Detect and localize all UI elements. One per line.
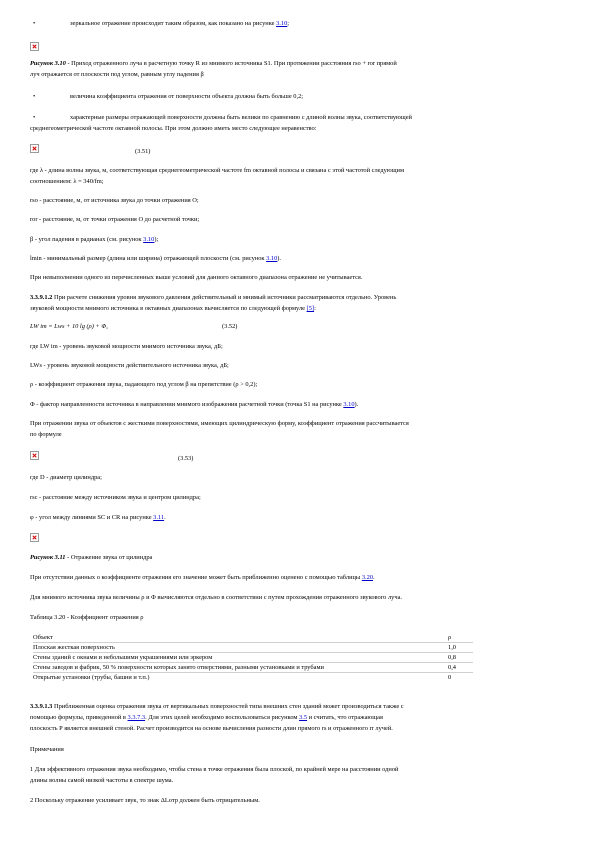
punct: ). xyxy=(277,255,282,262)
broken-image-icon xyxy=(30,42,39,51)
definition-beta xyxy=(30,236,158,244)
bullet-marker: • xyxy=(33,114,36,121)
paragraph-3-3-9-1-3-line3: плоскость Р является внешней стеной. Расчет производится на основе вычисления разности длин прямого rs и отраженного rr лучей. xyxy=(30,725,393,732)
paragraph-dimensions-line1: характерные размеры отражающей поверхности должны быть велики по сравнению с длиной волны звука, соответствующей xyxy=(70,114,412,121)
caption-text-line2: луч отражается от плоскости под углом, равным углу падения β xyxy=(30,71,204,78)
definition-lambda-line2: соотношением: λ = 340/fm; xyxy=(30,178,104,185)
definition-lwim: где LW im - уровень звуковой мощности мнимого источника звука, дБ; xyxy=(30,343,223,350)
paragraph-no-data xyxy=(30,574,375,582)
table-row xyxy=(33,644,473,654)
punct: . xyxy=(373,574,375,581)
link-figure-3-5[interactable]: 3.5 xyxy=(299,714,308,721)
equation-number-3-53: (3.53) xyxy=(178,455,194,462)
paragraph-nonfulfilment: При невыполнении одного из перечисленных выше условий для данного октавного диапазона отражение не учитывается. xyxy=(30,274,363,281)
paragraph-text: звуковой мощности мнимого источника в октавных диапазонах вычисляется по следующей формуле xyxy=(30,305,307,312)
definition-rho: ρ - коэффициент отражения звука, падающего под углом β на препятствие (ρ > 0,2); xyxy=(30,381,258,388)
definition-rsc: rsc - расстояние между источником звука и центром цилиндра; xyxy=(30,494,201,501)
paragraph-reflection-coef: величина коэффициента отражения от поверхности объекта должна быть больше 0,2; xyxy=(70,93,304,100)
paragraph-3-3-9-1-3-line2 xyxy=(30,714,383,722)
formula-3-52: LW im = Lws + 10 lg (ρ) + Φ, xyxy=(30,323,108,330)
definition-rso: rso - расстояние, м, от источника звука до точки отражения О; xyxy=(30,197,199,204)
broken-image-icon xyxy=(30,451,39,460)
table-cell: 0,4 xyxy=(448,664,456,671)
paragraph-text: помощью формулы, приведенной в xyxy=(30,714,128,721)
caption-text: - Приход отраженного луча в расчетную точку R из мнимого источника S1. При протяжении расстояния rso + ror прямой xyxy=(65,60,397,67)
table-cell: 0,8 xyxy=(448,654,456,661)
table-row xyxy=(33,664,473,674)
note-1-line2: длины волны самой низкой частоты в спектре шума. xyxy=(30,777,174,784)
section-number: 3.3.9.1.2 xyxy=(30,294,53,301)
paragraph-mirror xyxy=(70,20,289,28)
table-row xyxy=(33,654,473,664)
note-2: 2 Поскольку отражение усиливает звук, то знак ΔLотр должен быть отрицательным. xyxy=(30,797,260,804)
figure-label: Рисунок 3.11 xyxy=(30,554,66,561)
table-cell: Стены зданий с окнами и небольшими украшениями или эркером xyxy=(33,654,213,661)
link-figure-3-10[interactable]: 3.10 xyxy=(343,401,355,408)
link-table-3-20[interactable]: 3.20 xyxy=(361,574,373,581)
punct: ); xyxy=(154,236,159,243)
table-cell: Стены заводов и фабрик, 50 % поверхности которых занято отверстиями, разными установками и трубами xyxy=(33,664,324,671)
definition-text: β - угол падения в радианах (см. рисунок xyxy=(30,236,144,243)
section-number: 3.3.9.1.3 xyxy=(30,703,53,710)
reflection-table xyxy=(33,634,473,684)
definition-phi-angle xyxy=(30,514,166,522)
caption-text: - Отражение звука от цилиндра xyxy=(65,554,153,561)
link-figure-3-10[interactable]: 3.10 xyxy=(276,20,288,27)
punct: ; xyxy=(287,20,290,27)
paragraph-text: . Для этих целей необходимо воспользоваться рисунком xyxy=(145,714,300,721)
paragraph-3-3-9-1-3 xyxy=(30,703,404,711)
paragraph-text: При расчете снижения уровня звукового давления действительный и мнимый источники рассматриваются отдельно. Уровень xyxy=(52,294,397,301)
paragraph-dimensions-line2: среднегеометрической частоте октавной полосы. При этом должно иметь место следующее неравенство: xyxy=(30,125,317,132)
paragraph-text: зеркальное отражение происходит таким образом, как показано на рисунке xyxy=(70,20,277,27)
table-row xyxy=(33,674,473,684)
link-section-3-3-7-3[interactable]: 3.3.7.3 xyxy=(127,714,146,721)
table-cell: 0 xyxy=(448,674,452,681)
figure-label: Рисунок 3.10 xyxy=(30,60,66,67)
definition-d: где D - диаметр цилиндра; xyxy=(30,474,102,481)
paragraph-text: и считать, что отражающая xyxy=(307,714,383,721)
link-figure-3-10[interactable]: 3.10 xyxy=(143,236,155,243)
paragraph-text: Приближенная оценка отражения звука от вертикальных поверхностей типа внешних стен зданий может производиться также с xyxy=(52,703,404,710)
link-figure-3-11[interactable]: 3.11 xyxy=(153,514,165,521)
punct: ). xyxy=(354,401,359,408)
table-header-object: Объект xyxy=(33,634,53,641)
definition-ror: ror - расстояние, м, от точки отражения О до расчетной точки; xyxy=(30,216,200,223)
paragraph-mirror-source: Для мнимого источника звука величины ρ и Φ вычисляются отдельно в соответствии с путем прохождения отраженного звукового луча. xyxy=(30,594,403,601)
link-figure-3-10[interactable]: 3.10 xyxy=(266,255,278,262)
punct: . xyxy=(164,514,166,521)
broken-image-icon xyxy=(30,144,39,153)
figure-caption-3-10 xyxy=(30,60,397,68)
bullet-marker: • xyxy=(33,93,36,100)
figure-caption-3-11 xyxy=(30,554,152,562)
paragraph-text: При отсутствии данных о коэффициенте отражения его значение может быть приближенно оценено с помощью таблицы xyxy=(30,574,362,581)
punct: : xyxy=(314,305,316,312)
broken-image-icon xyxy=(30,533,39,542)
table-caption: Таблица 3.20 - Коэффициент отражения ρ xyxy=(30,614,144,621)
equation-number-3-51: (3.51) xyxy=(135,148,151,155)
table-cell: 1,0 xyxy=(448,644,456,651)
paragraph-3-3-9-1-2-line2 xyxy=(30,305,316,313)
definition-phi xyxy=(30,401,358,409)
table-cell: Открытые установки (трубы, башни и т.п.) xyxy=(33,674,150,681)
definition-text: Φ - фактор направленности источника в направлении мнимого изображения расчетной точки (точка S1 на рисунке xyxy=(30,401,344,408)
table-cell: Плоская жесткая поверхность xyxy=(33,644,115,651)
paragraph-cylinder-line2: по формуле xyxy=(30,431,62,438)
link-reference-5[interactable]: [5] xyxy=(306,305,315,312)
paragraph-cylinder-line1: При отражении звука от объектов с жесткими поверхностями, имеющих цилиндрическую форму, коэффициент отражения рассчитывается xyxy=(30,420,409,427)
definition-text: lmin - минимальный размер (длина или ширина) отражающей плоскости (см. рисунок xyxy=(30,255,267,262)
equation-number-3-52: (3.52) xyxy=(222,323,238,330)
table-header-rho: ρ xyxy=(448,634,452,641)
definition-lambda-line1: где λ - длина волны звука, м, соответствующая среднегеометрической частоте fm октавной полосы и связана с этой частотой следующим xyxy=(30,167,405,174)
definition-text: φ - угол между линиями SC и CR на рисунке xyxy=(30,514,154,521)
notes-title: Примечания xyxy=(30,746,64,753)
definition-lws: LWs - уровень звуковой мощности действительного источника звука, дБ; xyxy=(30,362,229,369)
definition-lmin xyxy=(30,255,281,263)
table-header-row xyxy=(33,634,473,644)
note-1-line1: 1 Для эффективного отражения звука необходимо, чтобы стена в точке отражения была плоской, по крайней мере на расстоянии одной xyxy=(30,766,399,773)
paragraph-3-3-9-1-2 xyxy=(30,294,396,302)
bullet-marker: • xyxy=(33,20,36,27)
